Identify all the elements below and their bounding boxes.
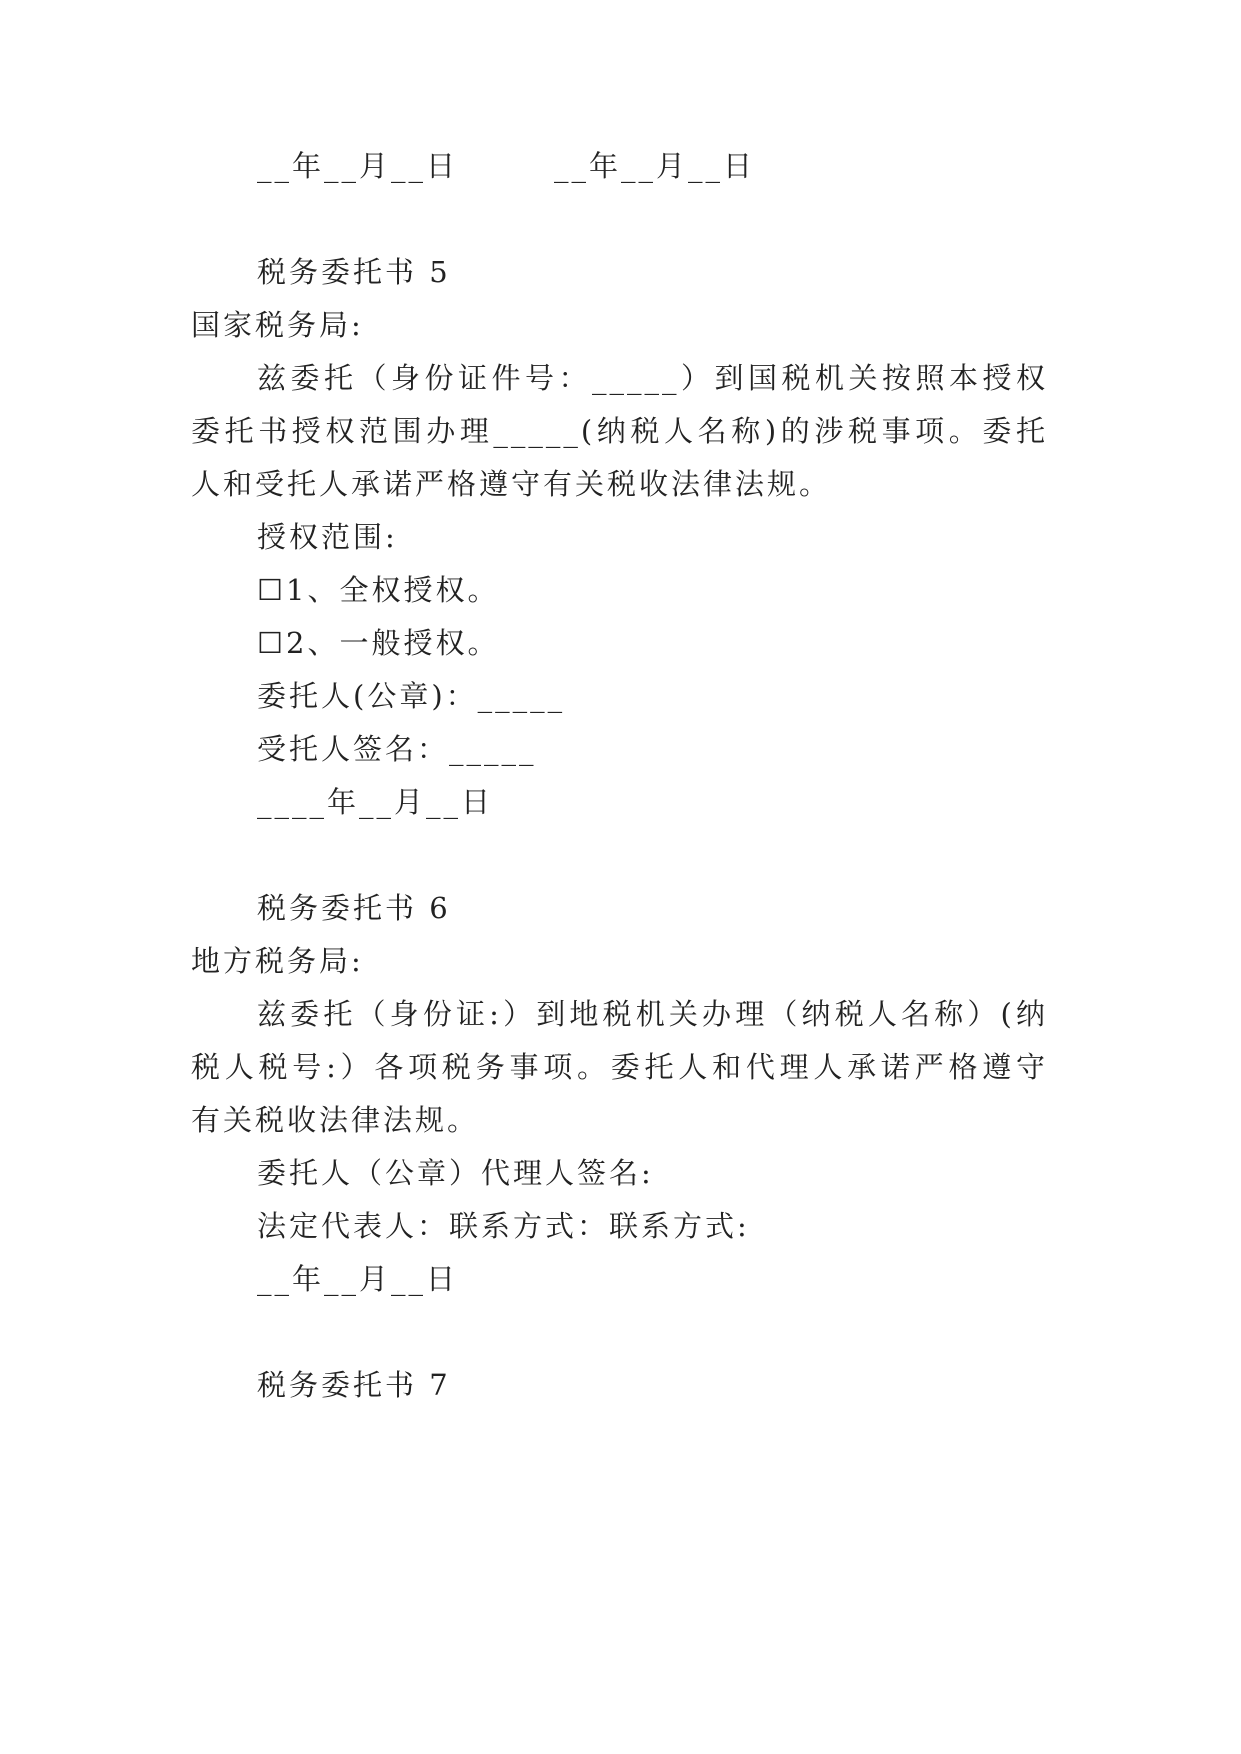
section-5-scope-label: 授权范围: <box>257 520 398 554</box>
section-6-paragraph-line-1: 兹委托（身份证:）到地税机关办理（纳税人名称）(纳 <box>257 997 1048 1031</box>
date-line-top: __年__月__日 __年__月__日 <box>257 149 756 183</box>
section-5-addressee: 国家税务局: <box>191 308 364 342</box>
section-6-signature-line: 委托人（公章）代理人签名: <box>257 1156 654 1190</box>
section-6-paragraph-line-2: 税人税号:）各项税务事项。委托人和代理人承诺严格遵守 <box>191 1050 1048 1084</box>
section-5-agent-signature: 受托人签名：_____ <box>257 732 537 766</box>
section-6-contact-line: 法定代表人：联系方式：联系方式: <box>257 1209 750 1243</box>
section-5-paragraph-line-2: 委托书授权范围办理_____(纳税人名称)的涉税事项。委托 <box>191 414 1048 448</box>
section-5-title: 税务委托书 5 <box>257 255 451 289</box>
section-5-paragraph-line-1: 兹委托（身份证件号：_____）到国税机关按照本授权 <box>257 361 1048 395</box>
section-5-principal-seal: 委托人(公章)：_____ <box>257 679 566 713</box>
section-6-title: 税务委托书 6 <box>257 891 451 925</box>
section-5-date: ____年__月__日 <box>257 785 494 819</box>
section-7-title: 税务委托书 7 <box>257 1368 451 1402</box>
section-5-paragraph-line-3: 人和受托人承诺严格遵守有关税收法律法规。 <box>191 467 832 501</box>
section-6-addressee: 地方税务局: <box>191 944 364 978</box>
section-5-option-general-authorization: ☐2、一般授权。 <box>257 626 500 660</box>
section-6-date: __年__月__日 <box>257 1262 459 1296</box>
section-5-option-full-authorization: ☐1、全权授权。 <box>257 573 500 607</box>
section-6-paragraph-line-3: 有关税收法律法规。 <box>191 1103 480 1137</box>
